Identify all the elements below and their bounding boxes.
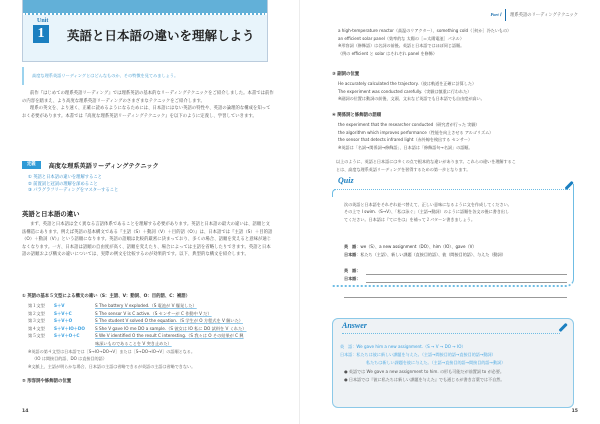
- intro-paragraph: 前作『はじめての理系英語リーディング』では理系英語の基本的なリーディングテクニックをご紹介しました。本書では前作の内容を踏まえ、より高度な理系英語リーディングのさまざまなテクニックをご紹介します。: [22, 91, 274, 104]
- page-number-right: 15: [571, 409, 578, 414]
- pattern-form: S＋V＋C: [54, 310, 72, 316]
- definition-list: [28, 175, 118, 195]
- pattern-row: [28, 332, 247, 340]
- example-line: the algorithm which improves performance（性能を向上させる アルゴリズム）: [338, 129, 494, 135]
- answer-japanese-label: 日本語：: [344, 276, 361, 281]
- pattern-name: 第１文型: [28, 303, 45, 308]
- definition-item: ② 前置詞と冠詞の理解を深めること: [28, 181, 98, 187]
- note: ※文脈上、主語が明らかな場合、日本語の主語は省略できるが英語の主語は省略できない。: [28, 364, 196, 369]
- answer-english-label: 英 語：: [344, 268, 361, 273]
- pattern-example: S We V identified O the result C interesting.（S 我々は O その結果が C 興: [95, 333, 244, 339]
- definition-badge: 定義: [22, 161, 41, 169]
- quiz-title: Quiz: [338, 176, 354, 185]
- unit-number: 1: [33, 25, 49, 43]
- intro-text: [22, 90, 274, 120]
- subsection-title-2: ② 形容詞や修飾語の位置: [22, 379, 72, 384]
- definition-item: ① 英語と日本語の違いを理解すること: [28, 175, 102, 180]
- definition-title: 高度な理系英語リーディングテクニック: [48, 162, 159, 170]
- pattern-row: [28, 310, 247, 318]
- quiz-divider: [334, 189, 570, 190]
- example-line: The experiment was conducted carefully.（実験は慎重に行われた）: [338, 88, 472, 94]
- unit-label: Unit: [37, 18, 49, 24]
- quiz-english-label: 英 語: [344, 244, 357, 249]
- note: （IO は間接目的語、DO は直接目的語）: [32, 356, 107, 361]
- subsection-title-1: ① 英語の基本５文型による構文の違い（S：主語、V：動詞、O：目的語、C：補語）: [22, 294, 191, 299]
- answer-note: ● 日本語では『彼に私たちは新しい課題を与えた』でも通じるが書き言葉では不自然。: [344, 377, 505, 382]
- answer-english-blank[interactable]: [366, 274, 567, 275]
- sentence-pattern-table: [28, 302, 247, 348]
- pattern-form: S＋V＋O＋C: [54, 333, 80, 339]
- example-line: ※形容詞（修飾語）は名詞の前後。英語と日本語ではほぼ同じ語順。: [338, 43, 465, 48]
- example-line: ※副詞の位置は動詞の前後、文頭、文末など英語でも日本語でも自由度が高い。: [338, 96, 485, 101]
- intro-paragraph: 理系の英文を、より速く、正確に読めるようになるためには、日本語にはない英語の特性や、英語の論理的な構成を知っておく必要があります。本書では『高度な理系英語リーディングテクニック』を以下のように定義し、学習していきます。: [22, 106, 271, 119]
- pattern-name: 第２文型: [28, 310, 45, 316]
- example-line: the experiment that the researcher conducted（研究者が行った 実験）: [338, 122, 480, 127]
- lead-text: 高度な理系英語リーディングとはどんなものか、その特徴を見てみましょう。: [22, 67, 262, 85]
- example-line: an efficient solar panel（効率的な 太陽の［＝太陽電池］パネル）: [338, 35, 464, 41]
- adjective-examples: [338, 27, 511, 57]
- answer-japanese-blank[interactable]: [366, 282, 567, 283]
- example-line: He accurately calculated the trajectory.（彼は軌道を正確に計算した）: [338, 81, 477, 86]
- subsection-title-3: ③ 副詞の位置: [332, 72, 360, 77]
- running-header: [490, 9, 578, 21]
- running-title: 理系英語のリーディングテクニック: [510, 13, 578, 18]
- pattern-example: S The sensor V is C active.（S センサーが C 作動中 V だ）: [95, 310, 212, 316]
- pattern-example: S She V gave IO me DO a sample.（S 彼女は IO 私に DO 試料を V くれた）: [95, 325, 247, 331]
- quiz-instruction-line: 次の英語と日本語をそれぞれ並べ替えて、正しい意味になるように文を作成してください。: [344, 202, 512, 207]
- running-separator: [505, 9, 506, 21]
- quiz-japanese-list: ：私たち（主語）、新しい課題（直接目的語）、彼（間接目的語）、与えた（動詞）: [356, 252, 506, 257]
- pattern-example-continuation: 味深いものであることを V 突き止めた）: [95, 340, 172, 346]
- example-line: the sensor that detects infrared light（赤外線を検出する センサー）: [338, 137, 473, 142]
- pattern-name: 第４文型: [28, 325, 45, 331]
- quiz-box: [332, 184, 574, 287]
- pattern-row-continuation: [28, 340, 247, 348]
- answer-japanese-1: 日本語：私たちは彼に新しい課題を与えた。（主語→間接目的語→直接目的語→動詞）: [340, 352, 496, 357]
- unit-title: 英語と日本語の違いを理解しよう: [67, 28, 255, 43]
- pattern-form: S＋V＋O: [54, 318, 73, 324]
- definition-item: ③ パラグラフリーディングをマスターすること: [28, 188, 119, 194]
- pattern-example: S The battery V exploded.（S 電池が V 爆発した）: [95, 303, 197, 308]
- quiz-japanese-words: [344, 252, 506, 258]
- answer-note: ● 英語では We gave a new assignment to him. の形も可能だが前置詞 to が必要。: [344, 369, 504, 374]
- pattern-row: [28, 317, 247, 325]
- unit-header-band: [23, 0, 267, 15]
- running-part: Part Ⅰ: [490, 12, 502, 17]
- unit-header: [22, 0, 268, 62]
- pattern-form: S＋V＋IO＋DO: [54, 325, 85, 331]
- quiz-corner: [332, 189, 336, 197]
- quiz-instructions: [344, 201, 512, 223]
- definition-header: [22, 160, 159, 170]
- relative-examples: [338, 121, 493, 151]
- answer-english: 英 語：We gave him a new assignment.（S → V → DO → IO）: [340, 344, 466, 349]
- answer-extra-blank[interactable]: [344, 297, 567, 298]
- section-title: 英語と日本語の違い: [22, 210, 80, 218]
- example-line: a high-temperature reactor（高温のリアクター）、something cold（［何か］冷たいもの）: [338, 28, 512, 33]
- quiz-instruction-line: てください。日本語は『てにをは』を補って２パターン書きましょう。: [344, 216, 475, 222]
- answer-title: Answer: [342, 321, 367, 330]
- quiz-instruction-line: その上で I swim.（S→V）、「私は泳ぐ」（主語→動詞）のように語順を各文の後に書き出し: [344, 209, 510, 215]
- example-line: ※英語は「名詞→関係詞→修飾語」、日本語は「修飾語句→名詞」の語順。: [338, 144, 473, 150]
- pattern-name: 第５文型: [28, 333, 45, 339]
- quiz-japanese-label: 日本語: [344, 252, 357, 257]
- section-paragraph: まず、英語と日本語は全く異なる言語体系であることを理解する必要があります。英語と日本語の最大の違いは、語順と文法構造にあります。例えば英語の基本構文である『主語（S）＋動詞（V）＋目的語（O）』は、日本語では『主語（S）＋目的語（O）＋動詞（V）』という語順になります。英語の語順は比較的厳密に決まっており、多くの場合、語順を変えると意味が通じなくなります。一方、日本語は語順の自由度が高く、語順を変えたり、場合によっては主語を省略したりできます。英語と日本語の語順および構文の違いについては、実際の例文を比較するのが効果的です。以下、典型的な構文を紹介します。: [22, 222, 273, 258]
- closing-line: とは、高度な理系英語リーディングを習得するための第一歩となります。: [336, 166, 471, 172]
- right-page: [300, 0, 600, 424]
- example-line: （例の efficient と solar はそれぞれ panel を修飾）: [338, 50, 437, 56]
- pattern-row: [28, 302, 247, 310]
- note: ※英語の第４文型は日本語では［S→IO→DO→V］または［S→DO→IO→V］の語順となる。: [28, 349, 195, 354]
- pattern-form: S＋V: [54, 303, 65, 308]
- answer-japanese-2: 私たちは新しい課題を彼に与えた。（主語→直接目的語→間接目的語→動詞）: [366, 360, 506, 365]
- section-text: [22, 221, 274, 259]
- quiz-english-list: ：we（S）、a new assignment（DO）、him（IO）、gave（V）: [356, 244, 477, 249]
- pattern-row: [28, 325, 247, 333]
- closing-text: [336, 158, 516, 173]
- adverb-examples: [338, 80, 485, 103]
- pattern-example: S The student V solved O the equation.（S 学生が O 方程式を V 解いた）: [95, 318, 243, 324]
- closing-line: 以上のように、英語と日本語には多くの点で根本的な違いがあります。これらの違いを理解するこ: [336, 159, 516, 164]
- subsection-title-4: ④ 関係詞と修飾語の語順: [332, 113, 382, 118]
- quiz-english-words: [344, 244, 476, 250]
- pattern-name: 第３文型: [28, 318, 45, 324]
- answer-divider: [342, 333, 560, 334]
- page-number-left: 14: [22, 409, 29, 414]
